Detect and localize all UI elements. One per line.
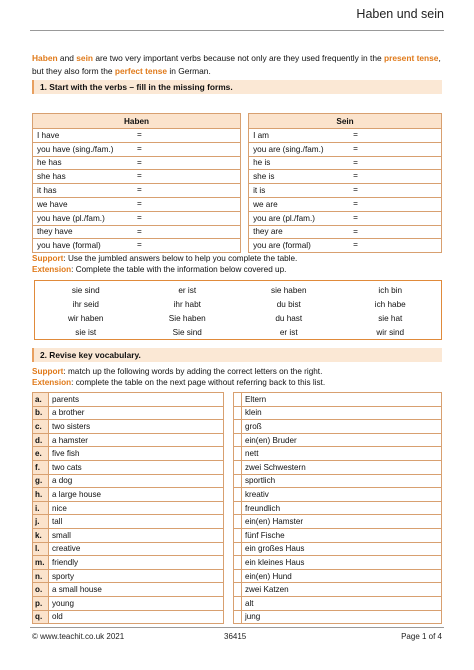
verb-table-row: [33, 184, 442, 198]
support-line-1: [32, 253, 297, 264]
verb-table-row: [33, 225, 442, 239]
row-letter: f.: [33, 460, 49, 474]
jumbled-answer: Sie haben: [168, 313, 206, 323]
english-word: nice: [49, 501, 224, 515]
sein-cell[interactable]: [249, 170, 442, 184]
answer-letter-box[interactable]: [234, 406, 242, 420]
german-word: ein großes Haus: [242, 542, 442, 556]
vocabulary-row: [33, 474, 442, 488]
english-word: two sisters: [49, 420, 224, 434]
jumbled-answer: ihr habt: [173, 299, 201, 309]
sein-cell[interactable]: [249, 156, 442, 170]
answer-letter-box[interactable]: [234, 569, 242, 583]
sein-cell[interactable]: [249, 239, 442, 253]
row-letter: n.: [33, 569, 49, 583]
footer-divider: [30, 627, 444, 628]
column-haben: Haben: [33, 114, 241, 129]
intro-text: , but they also form the: [32, 53, 441, 76]
jumbled-answer: sie sind: [71, 285, 100, 295]
jumbled-answer: ich habe: [374, 299, 406, 309]
equals-sign: =: [353, 130, 358, 139]
haben-cell[interactable]: [33, 170, 241, 184]
english-word: a small house: [49, 583, 224, 597]
vocabulary-row: [33, 460, 442, 474]
answer-letter-box[interactable]: [234, 501, 242, 515]
jumbled-answer: Sie sind: [172, 327, 202, 337]
footer-code: 36415: [224, 632, 247, 641]
haben-cell[interactable]: [33, 156, 241, 170]
equals-sign: =: [137, 157, 142, 167]
answer-letter-box[interactable]: [234, 596, 242, 610]
english-form: she has: [37, 172, 66, 182]
jumbled-answers-box: [34, 280, 442, 340]
title-divider: [30, 30, 444, 31]
row-letter: c.: [33, 420, 49, 434]
row-letter: j.: [33, 515, 49, 529]
english-form: we have: [37, 199, 68, 209]
footer-copyright: © www.teachit.co.uk 2021: [32, 632, 125, 641]
intro-word-present-tense: present tense: [383, 53, 439, 63]
german-word: nett: [242, 447, 442, 461]
extension-label: Extension: [32, 265, 72, 274]
equals-sign: =: [137, 143, 142, 153]
english-form: I have: [37, 130, 60, 140]
equals-sign: =: [137, 240, 142, 250]
row-letter: q.: [33, 610, 49, 624]
vocabulary-row: [33, 406, 442, 420]
german-word: ein(en) Hund: [242, 569, 442, 583]
row-letter: p.: [33, 596, 49, 610]
vocabulary-row: [33, 420, 442, 434]
haben-cell[interactable]: [33, 142, 241, 156]
english-word: tall: [49, 515, 224, 529]
column-sein: Sein: [249, 114, 442, 129]
row-letter: o.: [33, 583, 49, 597]
sein-cell[interactable]: [249, 184, 442, 198]
verb-table-header: [33, 114, 442, 129]
vocabulary-row: [33, 569, 442, 583]
equals-sign: =: [353, 185, 358, 195]
haben-cell[interactable]: [33, 184, 241, 198]
english-form: it is: [253, 186, 266, 196]
jumbled-answer: ich bin: [378, 285, 403, 295]
equals-sign: =: [353, 198, 358, 208]
german-word: kreativ: [242, 488, 442, 502]
jumbled-row: [35, 325, 441, 339]
extension-line-1: [32, 264, 286, 275]
haben-cell[interactable]: [33, 239, 241, 253]
row-letter: m.: [33, 556, 49, 570]
english-form: you are (pl./fam.): [253, 213, 315, 223]
english-form: she is: [253, 172, 275, 182]
support-label: Support: [32, 254, 64, 263]
jumbled-answer: du bist: [276, 299, 301, 309]
section-1-heading: 1. Start with the verbs – fill in the missing forms.: [32, 80, 442, 94]
answer-letter-box[interactable]: [234, 583, 242, 597]
jumbled-answer: wir haben: [67, 313, 104, 323]
verb-table-row: [33, 142, 442, 156]
extension-text: : Complete the table with the information below covered up.: [71, 265, 287, 274]
german-word: alt: [242, 596, 442, 610]
english-form: you are (formal): [253, 241, 311, 251]
intro-paragraph: [32, 52, 447, 77]
row-letter: h.: [33, 488, 49, 502]
german-word: sportlich: [242, 474, 442, 488]
vocabulary-table: [32, 392, 442, 624]
english-word: two cats: [49, 460, 224, 474]
english-form: he is: [253, 158, 271, 168]
english-form: you have (pl./fam.): [37, 213, 105, 223]
haben-cell[interactable]: [33, 211, 241, 225]
row-letter: e.: [33, 447, 49, 461]
answer-letter-box[interactable]: [234, 528, 242, 542]
english-word: a large house: [49, 488, 224, 502]
english-form: it has: [37, 186, 57, 196]
answer-letter-box[interactable]: [234, 488, 242, 502]
jumbled-row: [35, 283, 441, 297]
answer-letter-box[interactable]: [234, 515, 242, 529]
intro-text: in German.: [167, 65, 211, 76]
haben-cell[interactable]: [33, 129, 241, 143]
vocabulary-row: [33, 447, 442, 461]
verb-table-row: [33, 239, 442, 253]
english-word: parents: [49, 393, 224, 407]
english-form: they have: [37, 227, 73, 237]
sein-cell[interactable]: [249, 211, 442, 225]
german-word: klein: [242, 406, 442, 420]
jumbled-answer: er ist: [178, 285, 197, 295]
sein-cell[interactable]: [249, 142, 442, 156]
equals-sign: =: [137, 185, 142, 195]
vocabulary-row: [33, 393, 442, 407]
german-word: ein kleines Haus: [242, 556, 442, 570]
answer-letter-box[interactable]: [234, 474, 242, 488]
jumbled-answer: ihr seid: [72, 299, 99, 309]
german-word: jung: [242, 610, 442, 624]
jumbled-answer: sie haben: [270, 285, 307, 295]
verb-table-row: [33, 156, 442, 170]
english-form: we are: [253, 199, 278, 209]
english-word: friendly: [49, 556, 224, 570]
equals-sign: =: [137, 130, 142, 139]
english-word: a dog: [49, 474, 224, 488]
english-word: small: [49, 528, 224, 542]
haben-cell[interactable]: [33, 197, 241, 211]
german-word: groß: [242, 420, 442, 434]
intro-word-sein: sein: [76, 53, 94, 63]
vocabulary-row: [33, 515, 442, 529]
verb-table: [32, 113, 442, 253]
answer-letter-box[interactable]: [234, 542, 242, 556]
equals-sign: =: [137, 171, 142, 181]
jumbled-row: [35, 311, 441, 325]
intro-text: are two very important verbs because not only are they used frequently in the: [93, 53, 384, 63]
english-word: a brother: [49, 406, 224, 420]
equals-sign: =: [353, 157, 358, 167]
jumbled-answer: sie hat: [378, 313, 403, 323]
support-text: : match up the following words by adding the correct letters on the right.: [63, 367, 323, 376]
answer-letter-box[interactable]: [234, 433, 242, 447]
vocabulary-row: [33, 596, 442, 610]
german-word: fünf Fische: [242, 528, 442, 542]
english-word: five fish: [49, 447, 224, 461]
vocabulary-row: [33, 433, 442, 447]
german-word: freundlich: [242, 501, 442, 515]
jumbled-row: [35, 297, 441, 311]
verb-table-row: [33, 197, 442, 211]
extension-label: Extension: [32, 378, 72, 387]
vocabulary-row: [33, 488, 442, 502]
row-letter: b.: [33, 406, 49, 420]
english-word: sporty: [49, 569, 224, 583]
vocabulary-row: [33, 583, 442, 597]
answer-letter-box[interactable]: [234, 447, 242, 461]
extension-text: : complete the table on the next page without referring back to this list.: [71, 378, 326, 387]
sein-cell[interactable]: [249, 129, 442, 143]
english-word: creative: [49, 542, 224, 556]
intro-word-perfect-tense: perfect tense: [114, 65, 168, 76]
verb-table-row: [33, 170, 442, 184]
english-form: you have (formal): [37, 241, 101, 251]
equals-sign: =: [353, 212, 358, 222]
haben-cell[interactable]: [33, 225, 241, 239]
extension-line-2: [32, 377, 325, 388]
jumbled-answer: du hast: [275, 313, 303, 323]
page-title: Haben und sein: [356, 7, 444, 21]
vocabulary-row: [33, 556, 442, 570]
row-letter: l.: [33, 542, 49, 556]
english-word: young: [49, 596, 224, 610]
german-word: Eltern: [242, 393, 442, 407]
equals-sign: =: [137, 212, 142, 222]
row-letter: i.: [33, 501, 49, 515]
support-line-2: [32, 366, 322, 377]
row-letter: d.: [33, 433, 49, 447]
english-form: they are: [253, 227, 283, 237]
answer-letter-box[interactable]: [234, 460, 242, 474]
equals-sign: =: [353, 171, 358, 181]
vocabulary-row: [33, 501, 442, 515]
verb-table-row: [33, 129, 442, 143]
sein-cell[interactable]: [249, 225, 442, 239]
intro-text: and: [57, 53, 77, 63]
row-letter: k.: [33, 528, 49, 542]
verb-table-row: [33, 211, 442, 225]
sein-cell[interactable]: [249, 197, 442, 211]
equals-sign: =: [353, 240, 358, 250]
answer-letter-box[interactable]: [234, 556, 242, 570]
equals-sign: =: [137, 198, 142, 208]
english-form: you are (sing./fam.): [253, 144, 324, 154]
row-letter: a.: [33, 393, 49, 407]
section-2-heading: 2. Revise key vocabulary.: [32, 348, 442, 362]
equals-sign: =: [353, 143, 358, 153]
answer-letter-box[interactable]: [234, 420, 242, 434]
english-form: you have (sing./fam.): [37, 144, 114, 154]
german-word: zwei Schwestern: [242, 460, 442, 474]
jumbled-answer: er ist: [279, 327, 298, 337]
jumbled-answer: wir sind: [376, 327, 405, 337]
equals-sign: =: [353, 226, 358, 236]
row-letter: g.: [33, 474, 49, 488]
answer-letter-box[interactable]: [234, 610, 242, 624]
english-form: I am: [253, 130, 269, 140]
answer-letter-box[interactable]: [234, 393, 242, 407]
english-word: a hamster: [49, 433, 224, 447]
german-word: ein(en) Bruder: [242, 433, 442, 447]
vocabulary-row: [33, 610, 442, 624]
support-label: Support: [32, 367, 64, 376]
german-word: zwei Katzen: [242, 583, 442, 597]
german-word: ein(en) Hamster: [242, 515, 442, 529]
support-text: : Use the jumbled answers below to help you complete the table.: [63, 254, 298, 263]
equals-sign: =: [137, 226, 142, 236]
vocabulary-row: [33, 528, 442, 542]
jumbled-answer: sie ist: [75, 327, 97, 337]
footer-page-number: Page 1 of 4: [401, 632, 442, 641]
intro-word-haben: Haben: [32, 53, 58, 63]
vocabulary-row: [33, 542, 442, 556]
english-word: old: [49, 610, 224, 624]
english-form: he has: [37, 158, 62, 168]
